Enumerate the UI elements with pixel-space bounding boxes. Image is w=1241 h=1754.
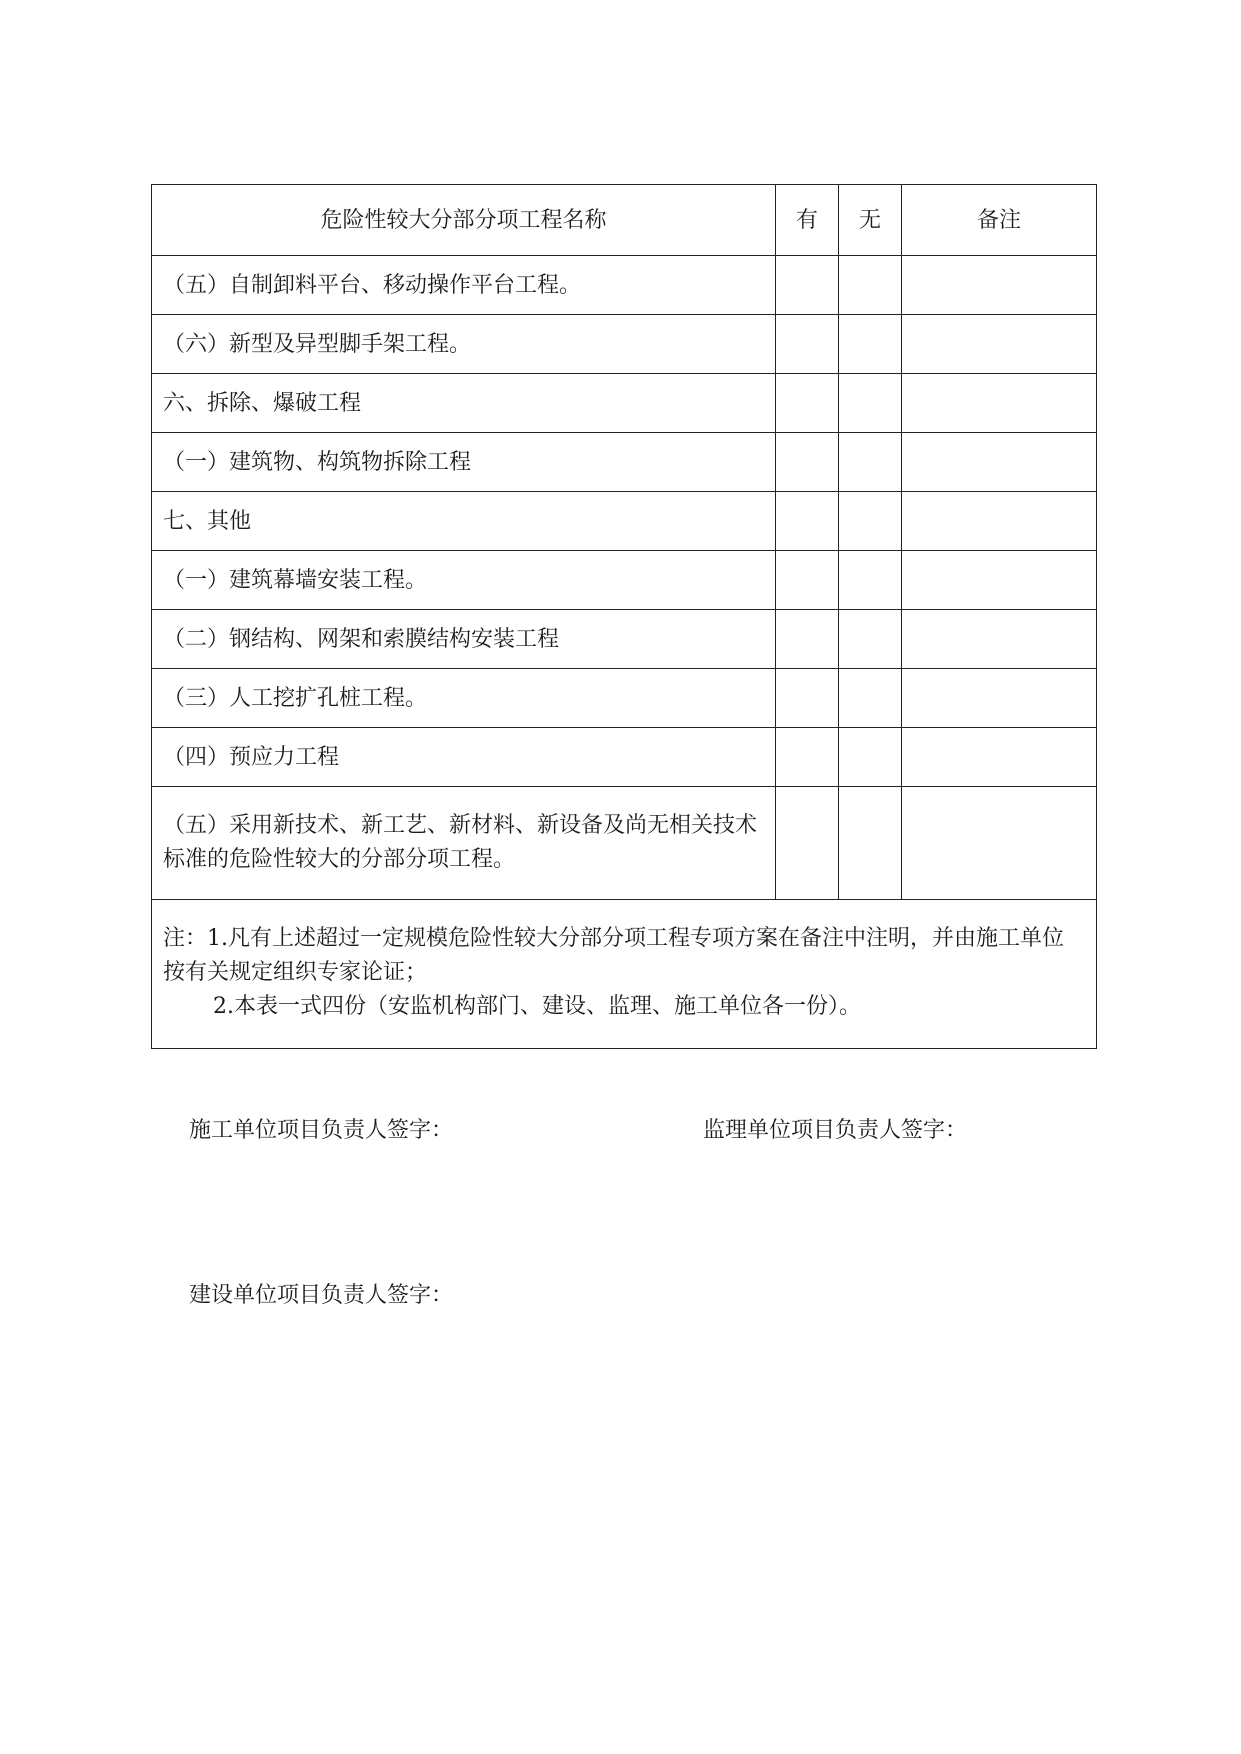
row-name: （一）建筑物、构筑物拆除工程 [152, 433, 776, 492]
table-note [152, 900, 1097, 1049]
note-row [152, 900, 1097, 1049]
table-row [152, 374, 1097, 433]
header-remark: 备注 [902, 185, 1097, 256]
no-cell[interactable] [839, 315, 902, 374]
no-cell[interactable] [839, 492, 902, 551]
header-yes: 有 [776, 185, 839, 256]
row-name: 七、其他 [152, 492, 776, 551]
row-name: （五）采用新技术、新工艺、新材料、新设备及尚无相关技术标准的危险性较大的分部分项工程。 [152, 787, 776, 900]
row-name: （二）钢结构、网架和索膜结构安装工程 [152, 610, 776, 669]
yes-cell[interactable] [776, 315, 839, 374]
no-cell[interactable] [839, 256, 902, 315]
row-name: （一）建筑幕墙安装工程。 [152, 551, 776, 610]
table-row [152, 728, 1097, 787]
table-row [152, 787, 1097, 900]
remark-cell[interactable] [902, 669, 1097, 728]
table-row [152, 669, 1097, 728]
remark-cell[interactable] [902, 728, 1097, 787]
remark-cell[interactable] [902, 315, 1097, 374]
yes-cell[interactable] [776, 374, 839, 433]
row-name: 六、拆除、爆破工程 [152, 374, 776, 433]
yes-cell[interactable] [776, 669, 839, 728]
supervision-signature-label: 监理单位项目负责人签字： [703, 1118, 968, 1143]
yes-cell[interactable] [776, 433, 839, 492]
note-line-1: 注：1.凡有上述超过一定规模危险性较大分部分项工程专项方案在备注中注明，并由施工单位按有关规定组织专家论证； [163, 926, 1064, 985]
row-name: （四）预应力工程 [152, 728, 776, 787]
remark-cell[interactable] [902, 433, 1097, 492]
construction-signature-label: 施工单位项目负责人签字： [189, 1118, 454, 1143]
table-row [152, 433, 1097, 492]
table-row [152, 551, 1097, 610]
yes-cell[interactable] [776, 610, 839, 669]
no-cell[interactable] [839, 551, 902, 610]
no-cell[interactable] [839, 728, 902, 787]
remark-cell[interactable] [902, 610, 1097, 669]
table-row [152, 256, 1097, 315]
row-name: （三）人工挖扩孔桩工程。 [152, 669, 776, 728]
header-project-name: 危险性较大分部分项工程名称 [152, 185, 776, 256]
table-header-row [152, 185, 1097, 256]
no-cell[interactable] [839, 669, 902, 728]
yes-cell[interactable] [776, 256, 839, 315]
yes-cell[interactable] [776, 728, 839, 787]
yes-cell[interactable] [776, 551, 839, 610]
header-no: 无 [839, 185, 902, 256]
table-row [152, 315, 1097, 374]
no-cell[interactable] [839, 787, 902, 900]
row-name: （六）新型及异型脚手架工程。 [152, 315, 776, 374]
yes-cell[interactable] [776, 787, 839, 900]
no-cell[interactable] [839, 374, 902, 433]
hazard-checklist-table [151, 184, 1097, 1049]
no-cell[interactable] [839, 610, 902, 669]
builder-signature-label: 建设单位项目负责人签字： [189, 1283, 454, 1308]
row-name: （五）自制卸料平台、移动操作平台工程。 [152, 256, 776, 315]
table-row [152, 610, 1097, 669]
remark-cell[interactable] [902, 256, 1097, 315]
remark-cell[interactable] [902, 374, 1097, 433]
remark-cell[interactable] [902, 787, 1097, 900]
remark-cell[interactable] [902, 492, 1097, 551]
table-row [152, 492, 1097, 551]
note-line-2: 2.本表一式四份（安监机构部门、建设、监理、施工单位各一份）。 [213, 994, 861, 1019]
yes-cell[interactable] [776, 492, 839, 551]
no-cell[interactable] [839, 433, 902, 492]
remark-cell[interactable] [902, 551, 1097, 610]
